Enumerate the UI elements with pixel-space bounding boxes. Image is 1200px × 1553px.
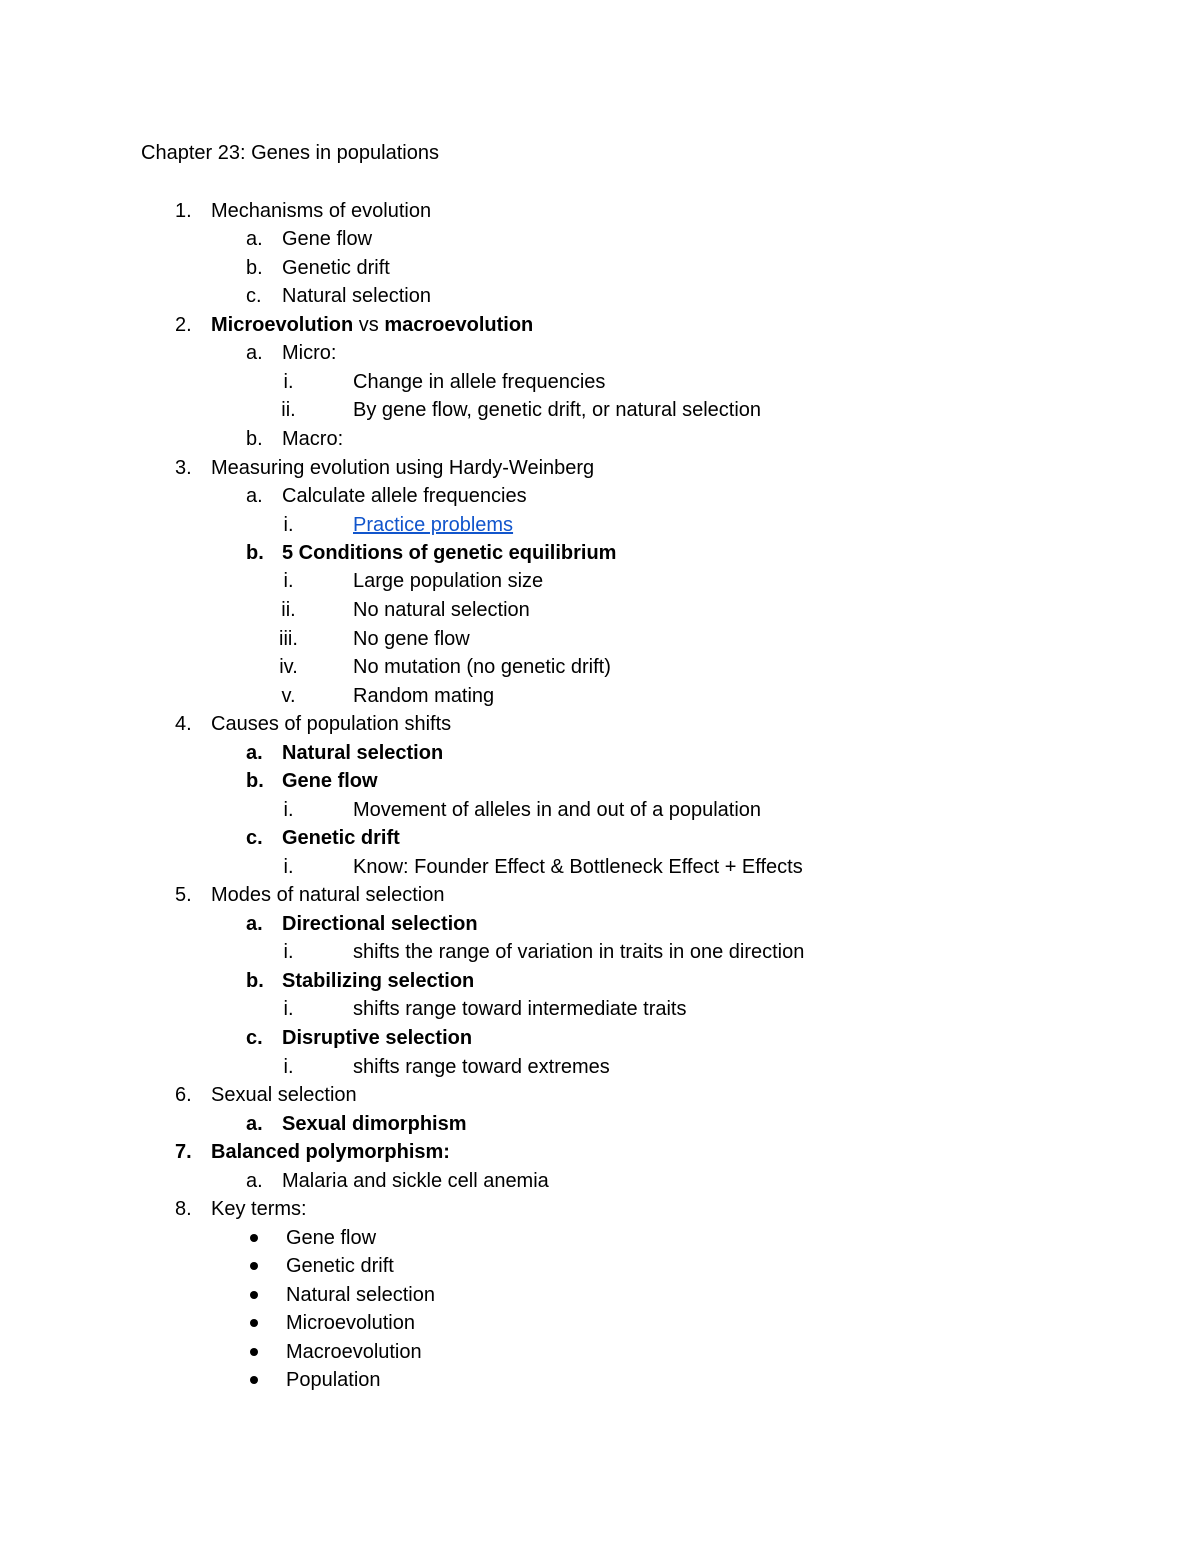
list-text: No mutation (no genetic drift) bbox=[353, 656, 611, 678]
list-text: No gene flow bbox=[353, 628, 470, 650]
list-item bbox=[175, 710, 451, 738]
list-item bbox=[260, 567, 543, 595]
list-marker: i. bbox=[283, 998, 294, 1020]
list-marker: b. bbox=[246, 970, 264, 992]
list-marker: i. bbox=[283, 570, 294, 592]
list-marker: i. bbox=[283, 1056, 294, 1078]
list-marker: ii. bbox=[281, 599, 296, 621]
list-item bbox=[246, 1024, 472, 1052]
list-text: macroevolution bbox=[384, 314, 534, 336]
list-item bbox=[175, 1195, 307, 1223]
list-text: No natural selection bbox=[353, 599, 530, 621]
list-text: Calculate allele frequencies bbox=[282, 485, 527, 507]
list-item bbox=[260, 682, 494, 710]
list-item bbox=[260, 853, 803, 881]
list-marker: a. bbox=[246, 228, 263, 250]
list-item bbox=[260, 396, 761, 424]
list-item bbox=[246, 1366, 381, 1394]
list-text: Micro: bbox=[282, 342, 337, 364]
list-marker: b. bbox=[246, 428, 263, 450]
list-item bbox=[246, 254, 390, 282]
list-item bbox=[260, 368, 605, 396]
list-marker: a. bbox=[246, 913, 263, 935]
list-text: Know: Founder Effect & Bottleneck Effect + Effects bbox=[353, 856, 803, 878]
list-item bbox=[246, 339, 336, 367]
list-marker: 6. bbox=[175, 1084, 192, 1106]
list-text: Measuring evolution using Hardy-Weinberg bbox=[211, 457, 595, 479]
list-text: Natural selection bbox=[282, 285, 431, 307]
list-text: Gene flow bbox=[286, 1227, 377, 1249]
list-marker: i. bbox=[283, 514, 294, 536]
list-item bbox=[246, 1338, 422, 1366]
list-text: Causes of population shifts bbox=[211, 713, 452, 735]
list-marker: 5. bbox=[175, 884, 192, 906]
list-marker: iii. bbox=[279, 628, 298, 650]
list-text: Change in allele frequencies bbox=[353, 371, 606, 393]
list-item bbox=[260, 511, 513, 539]
list-text: Natural selection bbox=[286, 1284, 435, 1306]
list-marker: 2. bbox=[175, 314, 192, 336]
list-item bbox=[175, 1081, 357, 1109]
list-text: Movement of alleles in and out of a population bbox=[353, 799, 762, 821]
bullet-icon bbox=[250, 1234, 258, 1242]
list-item bbox=[246, 539, 616, 567]
bullet-icon bbox=[250, 1348, 258, 1356]
list-text: shifts the range of variation in traits in one direction bbox=[353, 941, 805, 963]
list-text: Natural selection bbox=[282, 742, 444, 764]
list-text: Stabilizing selection bbox=[282, 970, 475, 992]
list-item bbox=[246, 767, 378, 795]
list-item bbox=[246, 282, 431, 310]
list-text: Genetic drift bbox=[286, 1255, 394, 1277]
list-text: Microevolution bbox=[211, 314, 354, 336]
list-marker: 7. bbox=[175, 1141, 192, 1163]
list-item bbox=[246, 1281, 435, 1309]
list-text: Microevolution bbox=[286, 1312, 415, 1334]
list-marker: iv. bbox=[279, 656, 298, 678]
list-text: Sexual selection bbox=[211, 1084, 357, 1106]
list-item bbox=[260, 1053, 610, 1081]
list-text: Malaria and sickle cell anemia bbox=[282, 1170, 549, 1192]
list-text: Gene flow bbox=[282, 228, 373, 250]
list-marker: c. bbox=[246, 827, 263, 849]
list-item bbox=[260, 995, 687, 1023]
list-item bbox=[246, 482, 527, 510]
list-item bbox=[246, 910, 478, 938]
list-marker: a. bbox=[246, 485, 263, 507]
bullet-icon bbox=[250, 1291, 258, 1299]
list-marker: ii. bbox=[281, 399, 296, 421]
list-marker: a. bbox=[246, 1170, 263, 1192]
list-marker: c. bbox=[246, 285, 262, 307]
list-item bbox=[246, 1309, 415, 1337]
list-marker: a. bbox=[246, 342, 263, 364]
list-item bbox=[246, 1167, 549, 1195]
list-text: vs bbox=[353, 314, 385, 336]
list-item bbox=[175, 881, 444, 909]
list-marker: a. bbox=[246, 742, 263, 764]
list-item bbox=[175, 1138, 450, 1166]
list-text: Population bbox=[286, 1369, 381, 1391]
list-text: Balanced polymorphism: bbox=[211, 1141, 450, 1163]
list-marker: i. bbox=[283, 371, 294, 393]
list-item bbox=[246, 1110, 467, 1138]
list-marker: v. bbox=[281, 685, 296, 707]
list-item bbox=[246, 967, 474, 995]
practice-problems-link[interactable]: Practice problems bbox=[353, 514, 514, 536]
list-item bbox=[175, 197, 431, 225]
list-item bbox=[260, 596, 530, 624]
list-marker: b. bbox=[246, 542, 264, 564]
list-text: shifts range toward extremes bbox=[353, 1056, 610, 1078]
list-marker: 4. bbox=[175, 713, 192, 735]
list-text: By gene flow, genetic drift, or natural selection bbox=[353, 399, 762, 421]
list-marker: 3. bbox=[175, 457, 192, 479]
list-item bbox=[175, 311, 533, 339]
list-text: Genetic drift bbox=[282, 257, 390, 279]
list-text: Random mating bbox=[353, 685, 495, 707]
list-text: shifts range toward intermediate traits bbox=[353, 998, 687, 1020]
bullet-icon bbox=[250, 1376, 258, 1384]
list-item bbox=[246, 739, 443, 767]
list-item bbox=[260, 653, 611, 681]
list-marker: i. bbox=[283, 856, 294, 878]
list-marker: b. bbox=[246, 770, 264, 792]
list-item bbox=[260, 625, 470, 653]
bullet-icon bbox=[250, 1262, 258, 1270]
list-marker: i. bbox=[283, 799, 294, 821]
list-item bbox=[246, 1224, 376, 1252]
list-marker: 1. bbox=[175, 200, 192, 222]
list-text: Mechanisms of evolution bbox=[211, 200, 432, 222]
list-text: Sexual dimorphism bbox=[282, 1113, 467, 1135]
list-text: Macroevolution bbox=[286, 1341, 422, 1363]
list-text: Macro: bbox=[282, 428, 344, 450]
list-marker: b. bbox=[246, 257, 263, 279]
list-item bbox=[260, 938, 804, 966]
list-marker: 8. bbox=[175, 1198, 192, 1220]
list-item bbox=[246, 225, 372, 253]
page-title: Chapter 23: Genes in populations bbox=[141, 142, 439, 164]
bullet-icon bbox=[250, 1319, 258, 1327]
list-marker: a. bbox=[246, 1113, 263, 1135]
list-item bbox=[246, 1252, 394, 1280]
list-marker: i. bbox=[283, 941, 294, 963]
list-text: Large population size bbox=[353, 570, 544, 592]
list-item bbox=[260, 796, 761, 824]
list-text: 5 Conditions of genetic equilibrium bbox=[282, 542, 617, 564]
list-text: Key terms: bbox=[211, 1198, 307, 1220]
list-text: Directional selection bbox=[282, 913, 478, 935]
list-text: Gene flow bbox=[282, 770, 378, 792]
list-item bbox=[246, 824, 400, 852]
list-marker: c. bbox=[246, 1027, 263, 1049]
list-text: Genetic drift bbox=[282, 827, 400, 849]
list-item bbox=[175, 454, 594, 482]
list-text: Disruptive selection bbox=[282, 1027, 473, 1049]
list-text: Modes of natural selection bbox=[211, 884, 445, 906]
list-item bbox=[246, 425, 343, 453]
